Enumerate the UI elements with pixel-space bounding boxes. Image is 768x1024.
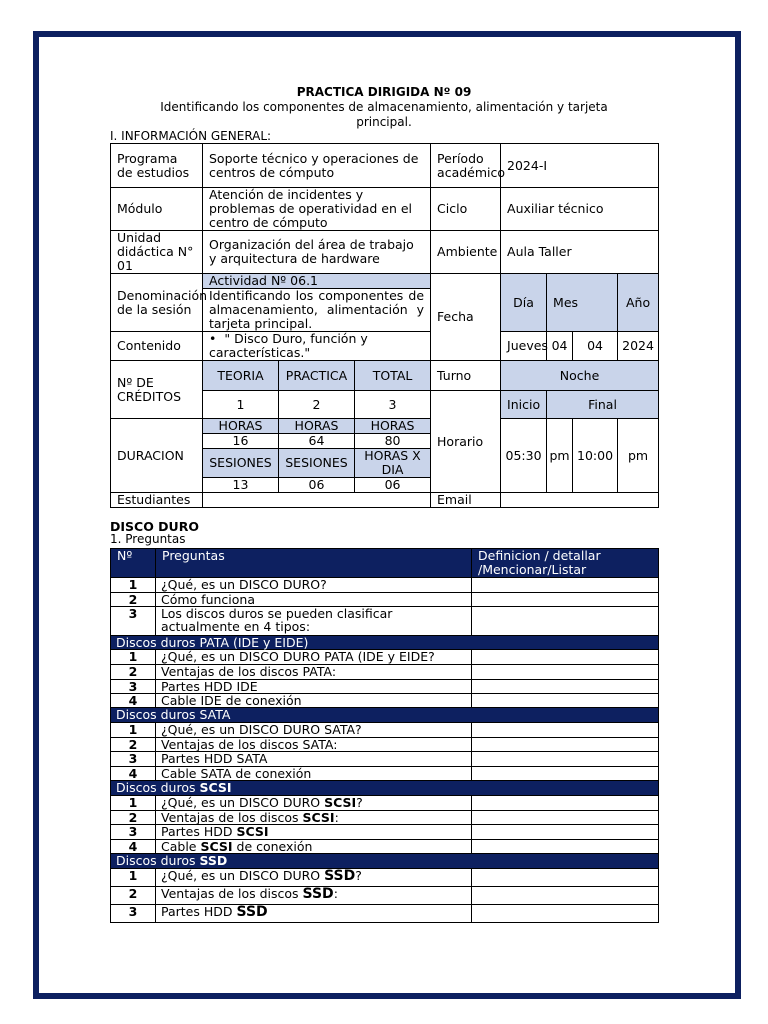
section-ssd-bold: SSD — [199, 853, 228, 868]
section-scsi-bold: SCSI — [199, 780, 232, 795]
q-post: : — [333, 886, 338, 901]
horas-x-dia-label: HORAS X DIA — [355, 449, 431, 478]
answer-cell[interactable] — [472, 680, 659, 694]
answer-cell[interactable] — [472, 723, 659, 738]
horas-dia-value: 06 — [355, 478, 431, 493]
teoria-value: 1 — [203, 391, 279, 419]
estudiantes-label: Estudiantes — [111, 493, 203, 508]
answer-cell[interactable] — [472, 607, 659, 636]
answer-cell[interactable] — [472, 578, 659, 593]
denominacion-label: Denominación de la sesión — [111, 274, 203, 332]
email-value[interactable] — [501, 493, 659, 508]
q-bold: SCSI — [200, 839, 233, 854]
row-num: 3 — [111, 607, 156, 636]
creditos-label: Nº DE CRÉDITOS — [111, 361, 203, 419]
section-ssd — [111, 854, 659, 869]
final-pm: pm — [618, 419, 659, 493]
dia-label: Día — [501, 274, 547, 332]
section-pata: Discos duros PATA (IDE y EIDE) — [111, 636, 659, 650]
row-num: 3 — [111, 680, 156, 694]
row-num: 1 — [111, 578, 156, 593]
sesiones-teoria-label: SESIONES — [203, 449, 279, 478]
section-scsi-pre: Discos duros — [116, 780, 200, 795]
modulo-value: Atención de incidentes y problemas de operatividad en el centro de cómputo — [203, 188, 431, 231]
anio-label: Año — [618, 274, 659, 332]
question-text — [156, 840, 472, 854]
ambiente-value: Aula Taller — [501, 231, 659, 274]
practice-title: PRACTICA DIRIGIDA Nº 09 — [296, 85, 472, 99]
row-num: 3 — [111, 752, 156, 767]
q-pre: Ventajas de los discos — [161, 886, 303, 901]
final-label: Final — [547, 391, 659, 419]
duracion-label: DURACION — [111, 419, 203, 493]
q-post: : — [334, 810, 339, 825]
mes-label: Mes — [547, 274, 618, 332]
col-preguntas-header: Preguntas — [156, 549, 472, 578]
answer-cell[interactable] — [472, 796, 659, 811]
question-text: Partes HDD SATA — [156, 752, 472, 767]
modulo-label: Módulo — [111, 188, 203, 231]
question-text: ¿Qué, es un DISCO DURO PATA (IDE y EIDE? — [156, 650, 472, 665]
answer-cell[interactable] — [472, 811, 659, 825]
answer-cell[interactable] — [472, 887, 659, 905]
row-num: 4 — [111, 840, 156, 854]
horas-practica-value: 64 — [279, 434, 355, 449]
practica-label: PRACTICA — [279, 361, 355, 391]
section-ssd-pre: Discos duros — [116, 853, 200, 868]
answer-cell[interactable] — [472, 869, 659, 887]
practice-subtitle-line1: Identificando los componentes de almacenamiento, alimentación y tarjeta — [160, 100, 608, 114]
q-bold: SCSI — [236, 824, 269, 839]
answer-cell[interactable] — [472, 825, 659, 840]
general-info-table — [110, 143, 659, 508]
q-pre: Cable — [161, 839, 201, 854]
q-pre: Partes HDD — [161, 824, 237, 839]
question-text — [156, 825, 472, 840]
question-text — [156, 796, 472, 811]
disco-duro-heading: DISCO DURO — [110, 519, 199, 534]
turno-value: Noche — [501, 361, 659, 391]
answer-cell[interactable] — [472, 905, 659, 923]
row-num: 2 — [111, 665, 156, 680]
question-text: Ventajas de los discos SATA: — [156, 738, 472, 752]
row-num: 1 — [111, 869, 156, 887]
estudiantes-value[interactable] — [203, 493, 431, 508]
section-sata: Discos duros SATA — [111, 708, 659, 723]
inicio-label: Inicio — [501, 391, 547, 419]
ciclo-label: Ciclo — [431, 188, 501, 231]
inicio-hora: 05:30 — [501, 419, 547, 493]
unidad-label: Unidad didáctica N° 01 — [111, 231, 203, 274]
question-text: ¿Qué, es un DISCO DURO SATA? — [156, 723, 472, 738]
contenido-text: " Disco Duro, función y características." — [209, 331, 368, 360]
fecha-label: Fecha — [431, 274, 501, 361]
row-num: 4 — [111, 767, 156, 781]
question-text: Los discos duros se pueden clasificar actualmente en 4 tipos: — [156, 607, 472, 636]
horas-practica-label: HORAS — [279, 419, 355, 434]
horas-teoria-label: HORAS — [203, 419, 279, 434]
turno-label: Turno — [431, 361, 501, 391]
answer-cell[interactable] — [472, 840, 659, 854]
row-num: 2 — [111, 811, 156, 825]
question-text — [156, 811, 472, 825]
q-pre: Partes HDD — [161, 904, 237, 919]
actividad-label: Actividad Nº 06.1 — [203, 274, 431, 289]
row-num: 3 — [111, 905, 156, 923]
row-num: 2 — [111, 593, 156, 607]
mes-value: 04 — [573, 332, 618, 361]
bullet-icon — [209, 331, 224, 346]
q-post: ? — [355, 868, 362, 883]
answer-cell[interactable] — [472, 752, 659, 767]
q-bold: SCSI — [324, 795, 357, 810]
question-text: Cable SATA de conexión — [156, 767, 472, 781]
q-bold: SSD — [324, 868, 356, 884]
sesiones-practica-value: 06 — [279, 478, 355, 493]
answer-cell[interactable] — [472, 650, 659, 665]
horas-total-value: 80 — [355, 434, 431, 449]
ambiente-label: Ambiente — [431, 231, 501, 274]
question-text — [156, 887, 472, 905]
horas-total-label: HORAS — [355, 419, 431, 434]
ciclo-value: Auxiliar técnico — [501, 188, 659, 231]
answer-cell[interactable] — [472, 694, 659, 708]
q-pre: Ventajas de los discos — [161, 810, 303, 825]
programa-value: Soporte técnico y operaciones de centros de cómputo — [203, 144, 431, 188]
row-num: 4 — [111, 694, 156, 708]
question-text: Cable IDE de conexión — [156, 694, 472, 708]
inicio-pm: pm — [547, 419, 573, 493]
row-num: 3 — [111, 825, 156, 840]
col-definicion-header: Definicion / detallar /Mencionar/Listar — [472, 549, 659, 578]
question-text: Cómo funciona — [156, 593, 472, 607]
horas-teoria-value: 16 — [203, 434, 279, 449]
contenido-value — [203, 332, 431, 361]
q-pre: ¿Qué, es un DISCO DURO — [161, 795, 325, 810]
question-text — [156, 905, 472, 923]
question-text: Ventajas de los discos PATA: — [156, 665, 472, 680]
row-num: 1 — [111, 723, 156, 738]
row-num: 1 — [111, 650, 156, 665]
teoria-label: TEORIA — [203, 361, 279, 391]
section-scsi — [111, 781, 659, 796]
email-label: Email — [431, 493, 501, 508]
programa-label: Programa de estudios — [111, 144, 203, 188]
practice-subtitle-line2: principal. — [356, 115, 412, 129]
row-num: 1 — [111, 796, 156, 811]
row-num: 2 — [111, 738, 156, 752]
q-bold: SSD — [236, 904, 268, 920]
q-pre: ¿Qué, es un DISCO DURO — [161, 868, 325, 883]
sesiones-teoria-value: 13 — [203, 478, 279, 493]
answer-cell[interactable] — [472, 738, 659, 752]
practica-value: 2 — [279, 391, 355, 419]
row-num: 2 — [111, 887, 156, 905]
q-post: de conexión — [232, 839, 313, 854]
unidad-value: Organización del área de trabajo y arquitectura de hardware — [203, 231, 431, 274]
periodo-value: 2024-I — [501, 144, 659, 188]
final-hora: 10:00 — [573, 419, 618, 493]
sesiones-practica-label: SESIONES — [279, 449, 355, 478]
anio-value: 2024 — [618, 332, 659, 361]
q-bold: SCSI — [302, 810, 335, 825]
question-text: ¿Qué, es un DISCO DURO? — [156, 578, 472, 593]
col-num-header: Nº — [111, 549, 156, 578]
dia-value: Jueves — [501, 332, 547, 361]
answer-cell[interactable] — [472, 767, 659, 781]
dia-num: 04 — [547, 332, 573, 361]
answer-cell[interactable] — [472, 665, 659, 680]
periodo-label: Período académico — [431, 144, 501, 188]
total-label: TOTAL — [355, 361, 431, 391]
total-value: 3 — [355, 391, 431, 419]
horario-label: Horario — [431, 391, 501, 493]
q-bold: SSD — [302, 886, 334, 902]
question-text: Partes HDD IDE — [156, 680, 472, 694]
section-general-info: I. INFORMACIÓN GENERAL: — [110, 129, 272, 143]
questions-table — [110, 548, 659, 923]
denominacion-value: Identificando los componentes de almacenamiento, alimentación y tarjeta principal. — [203, 289, 431, 332]
q-post: ? — [356, 795, 363, 810]
contenido-label: Contenido — [111, 332, 203, 361]
preguntas-label: 1. Preguntas — [110, 532, 186, 546]
answer-cell[interactable] — [472, 593, 659, 607]
question-text — [156, 869, 472, 887]
